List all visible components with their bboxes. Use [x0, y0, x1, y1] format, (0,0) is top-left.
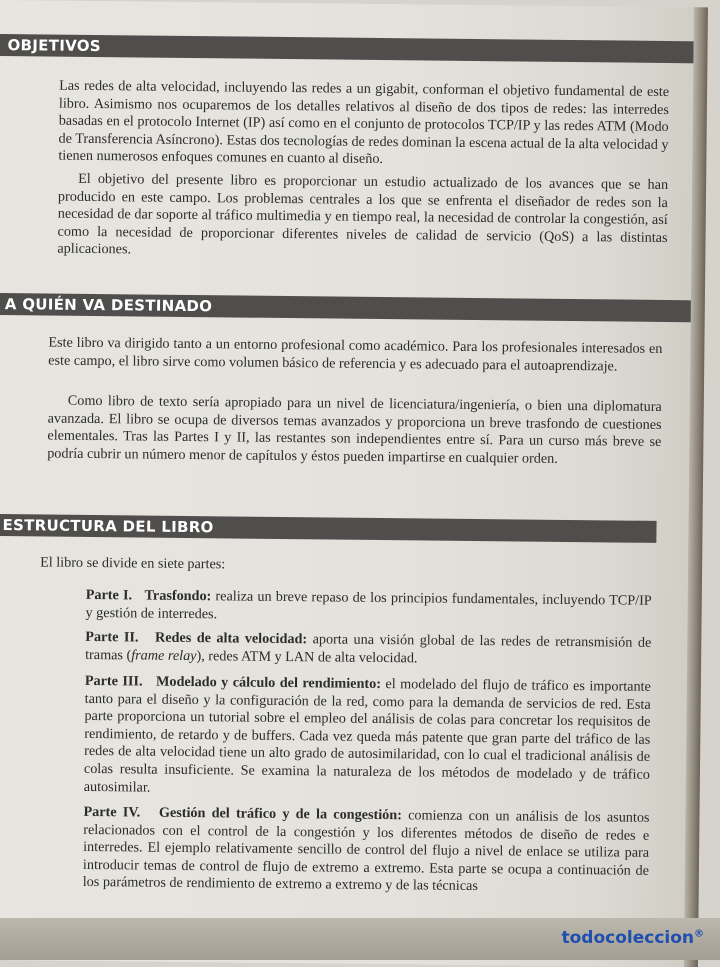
part-item-1 — [85, 587, 651, 628]
watermark-text: todocoleccion — [561, 928, 694, 948]
part-item-2 — [85, 629, 651, 670]
part-description-end: ), redes ATM y LAN de alta velocidad. — [196, 647, 418, 667]
section-heading-bar-destinado — [0, 293, 697, 322]
section-heading-destinado: A QUIÉN VA DESTINADO — [4, 295, 213, 316]
objetivos-paragraph-2: El objetivo del presente libro es proporcionar un estudio actualizado de los avances que se han producido en este campo. Los problemas centrales a los que se enfrenta el diseñador de redes son la necesidad de dar soporte al tráfico multimedia y en tiempo real, la necesidad de controlar la congestión, así como la necesidad de proporcionar diferentes niveles de calidad de servicio (QoS) a las distintas aplicaciones. — [57, 170, 669, 258]
objetivos-paragraph-1: Las redes de alta velocidad, incluyendo las redes a un gigabit, conforman el objetivo fundamental de este libro. Asimismo nos ocuparemos de los detalles relativos al diseño de dos tipos de redes: las interredes basadas en el protocolo Internet (IP) así como en el conjunto de protocolos TCP/IP y las redes ATM (Modo de Transferencia Asíncrono). Estas dos tecnologías de redes dominan la escena actual de la alta velocidad y tienen numerosos enfoques comunes en cuanto al diseño. — [58, 77, 670, 168]
part-title: Modelado y cálculo del rendimiento: — [155, 673, 382, 693]
section-heading-bar-estructura — [0, 514, 657, 543]
destinado-paragraph-1: Este libro va dirigido tanto a un entorno profesional como académico. Para los profesionales interesados en este campo, el libro sirve como volumen básico de referencia y es adecuado para el autoaprendizaje. — [48, 334, 663, 375]
part-description: comienza con un análisis de los asuntos relacionados con el control de la congestión y los diferentes métodos de diseño de redes e interredes. El ejemplo relativamente sencillo de control del flujo a nivel de enlace se utiliza para introducir temas de control de flujo de extremo a extremo. Esta parte se ocupa a continuación de los parámetros de rendimiento de extremo a extremo y de las técnicas — [82, 807, 650, 895]
destinado-paragraph-2: Como libro de texto sería apropiado para un nivel de licenciatura/ingeniería, o bien una diplomatura avanzada. El libro se ocupa de diversos temas avanzados y proporciona un breve trasfondo de cuestiones elementales. Tras las Partes I y II, las restantes son independientes entre sí. Para un curso más breve se podría cubrir un número menor de capítulos y éstos pueden impartirse en cualquier orden. — [47, 392, 662, 467]
section-heading-objetivos: OBJETIVOS — [7, 36, 102, 56]
watermark-logo — [561, 928, 704, 948]
part-title: Trasfondo: — [144, 587, 212, 605]
part-title: Redes de alta velocidad: — [154, 629, 308, 648]
part-label: Parte III. — [84, 672, 143, 690]
estructura-intro: El libro se divide en siete partes: — [40, 554, 226, 573]
part-label: Parte II. — [85, 628, 139, 646]
registered-mark: ® — [694, 928, 704, 940]
part-title: Gestión del tráfico y de la congestión: — [158, 804, 402, 824]
part-label: Parte IV. — [83, 803, 141, 821]
section-heading-bar-objetivos — [0, 34, 700, 63]
part-description: el modelado del flujo de tráfico es importante tanto para el diseño y la configuración de la red, como para la demanda de servicios de red. Esta parte proporciona un tutorial sobre el empleo del análisis de colas para concretar los requisitos de rendimiento, de retardo y de buffers. Cada vez queda más patente que gran parte del tráfico de las redes de alta velocidad tiene un alto grado de autosimilaridad, con lo cual el tradicional análisis de colas resulta insuficiente. Se examina la naturaleza de los métodos de modelado y de tráfico autosimilar. — [83, 676, 651, 796]
part-item-4 — [83, 804, 650, 898]
part-description-italic: frame relay — [131, 647, 197, 664]
part-description: aporta una visión global de las redes de retransmisión de tramas ( — [85, 631, 652, 664]
part-label: Parte I. — [85, 586, 133, 604]
part-item-3 — [84, 673, 651, 802]
section-heading-estructura: ESTRUCTURA DEL LIBRO — [2, 516, 214, 537]
page-edge — [684, 7, 708, 967]
part-description: realiza un breve repaso de los principios fundamentales, incluyendo TCP/IP y gestión de interredes. — [85, 588, 652, 622]
